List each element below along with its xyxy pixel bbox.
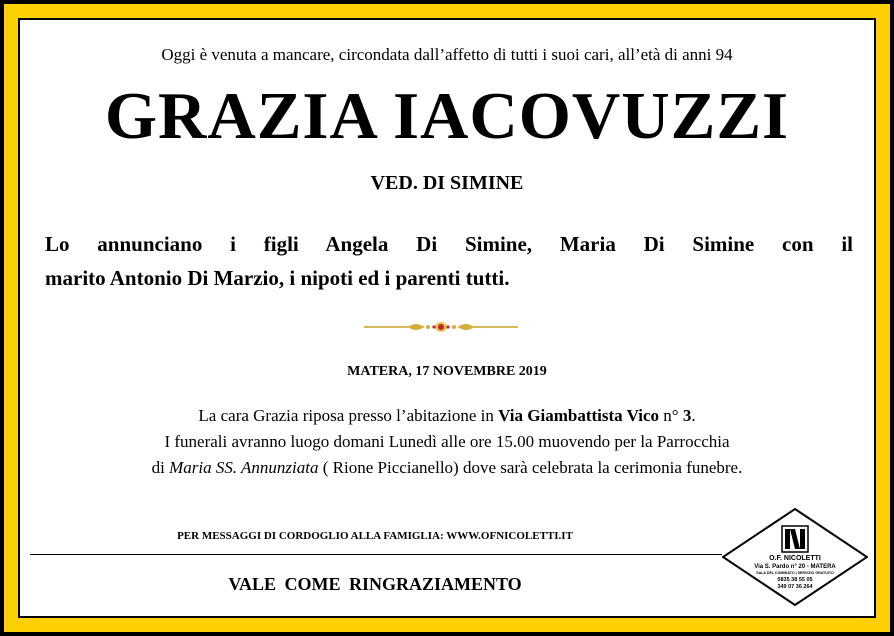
body-line-2: I funerali avranno luogo domani Lunedì alle ore 15.00 muovendo per la Parrocchia	[164, 432, 730, 451]
body-line-3-pre: di	[151, 458, 170, 477]
body-line-3-post: ( Rione Piccianello) dove sarà celebrata la cerimonia funebre.	[318, 458, 743, 477]
street-number: 3	[682, 406, 692, 425]
announcement-line-1: Lo annunciano i figli Angela Di Simine, Maria Di Simine con il	[45, 232, 853, 256]
intro-text: Oggi è venuta a mancare, circondata dall’affetto di tutti i suoi cari, all’età di anni 94	[161, 45, 733, 64]
deceased-name: GRAZIA IACOVUZZI	[104, 79, 790, 153]
nicoletti-monogram-icon	[782, 526, 808, 552]
logo-address: Via S. Pardo n° 20 - MATERA	[754, 564, 836, 570]
logo-brand: O.F. NICOLETTI	[769, 555, 821, 562]
church-name: Maria SS. Annunziata	[169, 458, 319, 477]
condolence-message-line: PER MESSAGGI DI CORDOGLIO ALLA FAMIGLIA: WWW.OFNICOLETTI.IT	[177, 530, 573, 542]
footer-divider	[30, 554, 722, 555]
body-line-1-post: .	[691, 406, 696, 425]
street-name: Via Giambattista Vico	[498, 406, 660, 425]
body-line-3	[0, 458, 894, 478]
body-line-1-pre: La cara Grazia riposa presso l’abitazione in	[198, 406, 499, 425]
body-line-1	[0, 406, 894, 426]
gold-ornament-divider	[364, 318, 518, 340]
logo-phone-2: 349 07 36 264	[777, 584, 813, 590]
body-line-1-mid: n°	[659, 406, 683, 425]
logo-services: SALA DEL COMMIATO | SERVIZIO GRATUITO	[756, 571, 834, 575]
thanks-line: VALE COME RINGRAZIAMENTO	[228, 574, 522, 594]
widow-of-text: VED. DI SIMINE	[370, 172, 524, 194]
place-date: MATERA, 17 NOVEMBRE 2019	[347, 364, 547, 379]
funeral-home-logo	[722, 508, 868, 606]
logo-phone-1: 0835 38 55 05	[777, 577, 813, 583]
announcement-line-2: marito Antonio Di Marzio, i nipoti ed i parenti tutti.	[45, 266, 510, 290]
